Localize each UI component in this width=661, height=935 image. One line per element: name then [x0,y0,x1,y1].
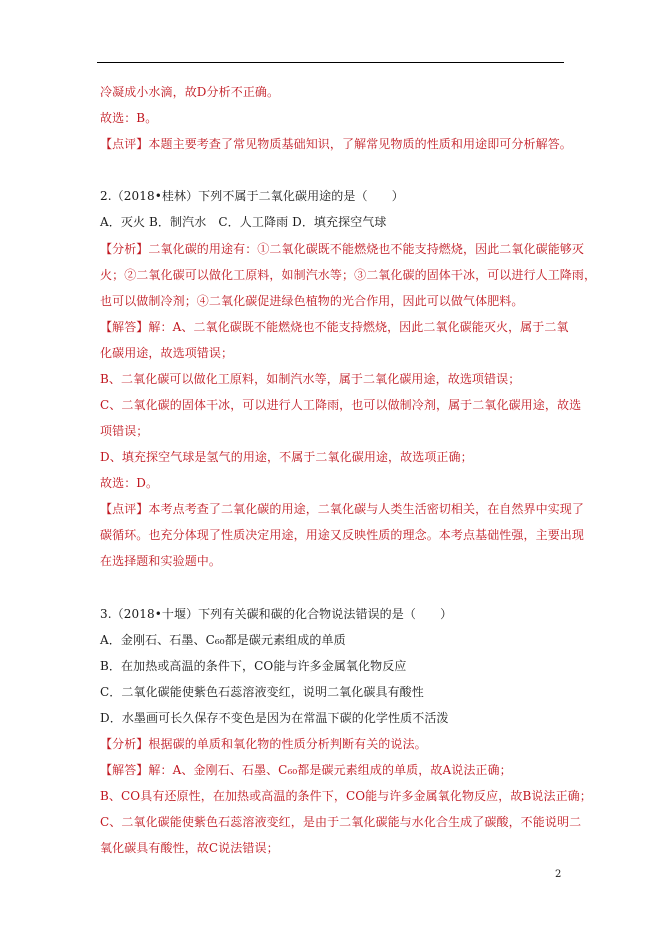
page-number: 2 [555,869,562,880]
comment-line: 【点评】本题主要考查了常见物质基础知识，了解常见物质的性质和用途即可分析解答。 [100,137,572,151]
solution-line: B、二氧化碳可以做化工原料，如制汽水等，属于二氧化碳用途，故选项错误； [100,372,521,386]
solution-line: 化碳用途，故选项错误； [100,346,234,360]
solution-line: D、填充探空气球是氢气的用途，不属于二氧化碳用途，故选项正确； [100,450,473,464]
solution-line: 【解答】解：A、二氧化碳既不能燃烧也不能支持燃烧，因此二氧化碳能灭火，属于二氧 [100,320,569,334]
analysis-line: 也可以做制冷剂；④二氧化碳促进绿色植物的光合作用，因此可以做气体肥料。 [100,294,524,308]
question-3-option-d: D．水墨画可长久保存不变色是因为在常温下碳的化学性质不活泼 [100,711,449,725]
analysis-line: 【分析】根据碳的单质和氧化物的性质分析判断有关的说法。 [100,737,427,751]
text-line: 冷凝成小水滴，故D分析不正确。 [100,85,280,99]
answer-line: 故选：D。 [100,476,159,490]
question-2-options: A．灭火 B．制汽水 C．人工降雨 D．填充探空气球 [100,215,387,229]
comment-line: 在选择题和实验题中。 [100,554,222,568]
solution-line: 【解答】解：A、金刚石、石墨、C₆₀都是碳元素组成的单质，故A说法正确； [100,763,512,777]
analysis-line: 【分析】二氧化碳的用途有：①二氧化碳既不能燃烧也不能支持燃烧，因此二氧化碳能够灭 [100,242,585,256]
question-3-option-c: C．二氧化碳能使紫色石蕊溶液变红，说明二氧化碳具有酸性 [100,685,424,699]
solution-line: C、二氧化碳的固体干冰，可以进行人工降雨，也可以做制冷剂，属于二氧化碳用途，故选 [100,398,582,412]
question-3-option-a: A．金刚石、石墨、C₆₀都是碳元素组成的单质 [100,633,346,647]
comment-line: 【点评】本考点考查了二氧化碳的用途，二氧化碳与人类生活密切相关，在自然界中实现了 [100,502,585,516]
solution-line: 项错误； [100,424,149,438]
solution-line: B、CO具有还原性，在加热或高温的条件下，CO能与许多金属氧化物反应，故B说法正确； [100,789,592,803]
question-2-stem: 2.（2018•桂林）下列不属于二氧化碳用途的是（ ） [100,189,404,203]
solution-line: 氧化碳具有酸性，故C说法错误； [100,841,279,855]
solution-line: C、二氧化碳能使紫色石蕊溶液变红，是由于二氧化碳能与水化合生成了碳酸，不能说明二 [100,815,582,829]
analysis-line: 火；②二氧化碳可以做化工原料，如制汽水等；③二氧化碳的固体干冰，可以进行人工降雨， [100,268,597,282]
comment-line: 碳循环。也充分体现了性质决定用途，用途又反映性质的理念。本考点基础性强，主要出现 [100,528,585,542]
text-line: 故选：B。 [100,111,158,125]
header-rule [97,62,564,63]
question-3-stem: 3.（2018•十堰）下列有关碳和碳的化合物说法错误的是（ ） [100,607,453,621]
question-3-option-b: B．在加热或高温的条件下，CO能与许多金属氧化物反应 [100,659,407,673]
